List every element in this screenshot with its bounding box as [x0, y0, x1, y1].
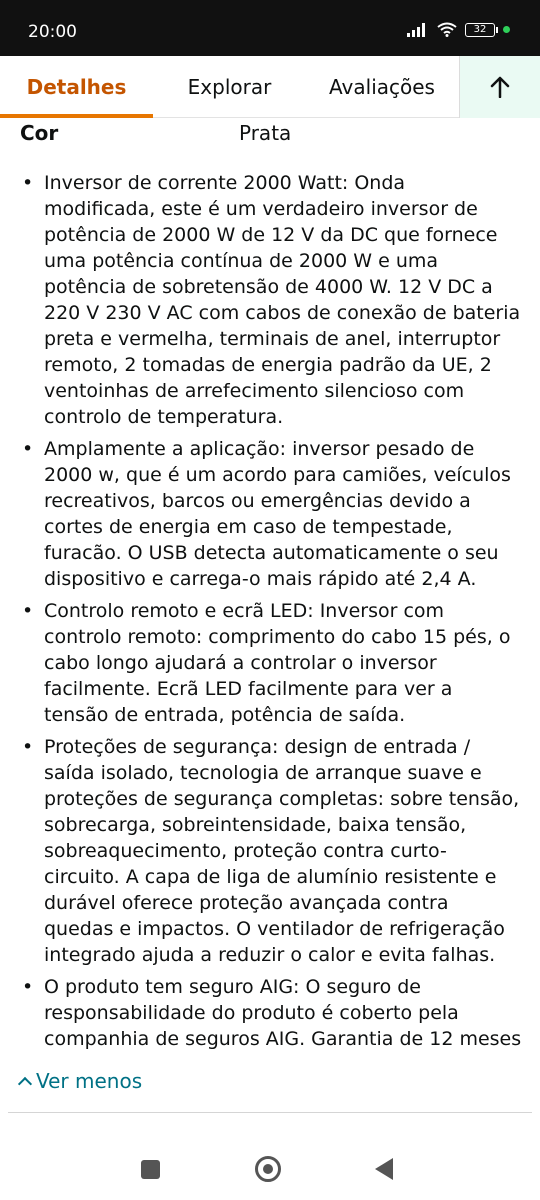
chevron-up-icon: [18, 1077, 32, 1091]
divider: [8, 1112, 532, 1113]
feature-bullet: • Proteções de segurança: design de entrada / saída isolado, tecnologia de arranque suave e proteções de segurança completas: sobre tensão, sobrecarga, sobreintensidade, baixa tensão, sobreaquecimento, proteção contra curto-circuito. A capa de liga de alumínio resistente e durável oferece proteção avançada contra quedas e impactos. O ventilador de refrigeração integrado ajuda a reduzir o calor e evita falhas.: [22, 734, 522, 968]
see-less-link[interactable]: [20, 1069, 142, 1093]
recent-apps-icon[interactable]: [141, 1160, 160, 1179]
tab-bar: [0, 56, 540, 118]
status-icons: [407, 22, 510, 37]
color-attribute-row: [20, 121, 520, 149]
feature-bullets: [22, 170, 522, 1058]
feature-bullet: • O produto tem seguro AIG: O seguro de responsabilidade do produto é coberto pela companhia de seguros AIG. Garantia de 12 meses: [22, 974, 522, 1052]
see-less-label: Ver menos: [36, 1069, 143, 1093]
signal-icon: [407, 23, 429, 37]
system-nav-bar: [0, 1140, 540, 1200]
home-icon[interactable]: [255, 1156, 281, 1182]
status-bar: [0, 0, 540, 56]
battery-icon: 32: [465, 23, 495, 37]
tab-explorar[interactable]: Explorar: [187, 75, 272, 99]
color-value: Prata: [239, 121, 292, 145]
feature-bullet: • Controlo remoto e ecrã LED: Inversor com controlo remoto: comprimento do cabo 15 pés, o cabo longo ajudará a controlar o inversor facilmente. Ecrã LED facilmente para ver a tensão de entrada, potência de saída.: [22, 598, 522, 728]
status-time: 20:00: [28, 22, 77, 42]
feature-bullet: • Inversor de corrente 2000 Watt: Onda modificada, este é um verdadeiro inversor de potência de 2000 W de 12 V da DC que fornece uma potência contínua de 2000 W e uma potência de sobretensão de 4000 W. 12 V DC a 220 V 230 V AC com cabos de conexão de bateria preta e vermelha, terminais de anel, interruptor remoto, 2 tomadas de energia padrão da UE, 2 ventoinhas de arrefecimento silencioso com controlo de temperatura.: [22, 170, 522, 430]
notification-dot-icon: [503, 26, 510, 33]
tab-avaliacoes[interactable]: Avaliações: [329, 75, 435, 99]
wifi-icon: [437, 22, 457, 37]
back-icon[interactable]: [375, 1158, 393, 1180]
color-label: Cor: [20, 121, 59, 145]
arrow-up-icon: [490, 76, 510, 98]
feature-bullet: • Amplamente a aplicação: inversor pesado de 2000 w, que é um acordo para camiões, veículos recreativos, barcos ou emergências devido a cortes de energia em caso de tempestade, furacão. O USB detecta automaticamente o seu dispositivo e carrega-o mais rápido até 2,4 A.: [22, 436, 522, 592]
scroll-top-button[interactable]: [459, 56, 540, 118]
tab-detalhes[interactable]: Detalhes: [0, 56, 153, 118]
